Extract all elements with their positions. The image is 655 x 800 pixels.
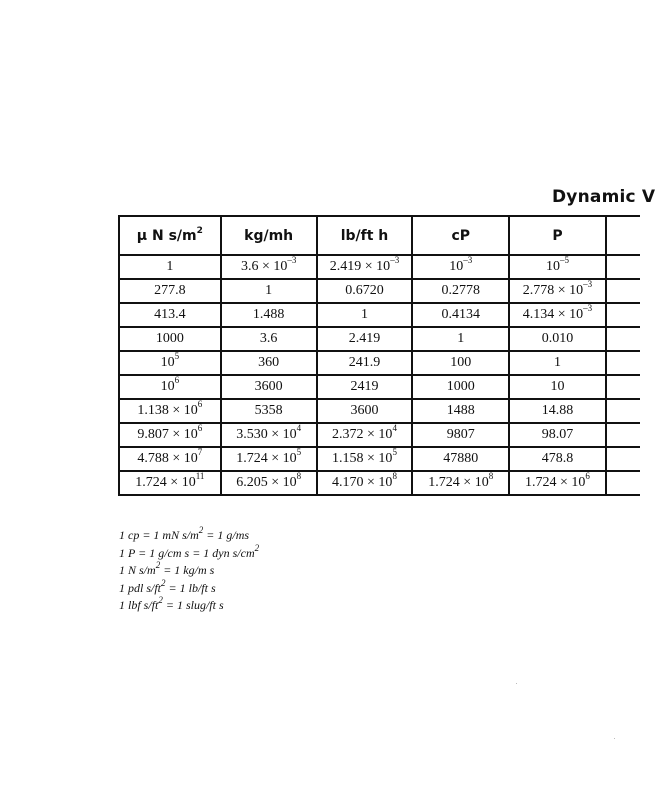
footnote-text: 1 P = 1 g/cm s = 1 dyn s/cm xyxy=(119,545,255,560)
cell-exponent: 6 xyxy=(585,471,590,482)
footnote-text: = 1 g/ms xyxy=(203,528,250,542)
column-header-label: µ N s/m xyxy=(136,227,197,244)
table-cell xyxy=(317,351,413,375)
cell-value: 1.724 × 10 xyxy=(236,451,297,466)
cell-value: 4.134 × 10 xyxy=(522,307,584,322)
cell-value: 3600 xyxy=(254,379,283,394)
cell-value: 9.807 × 10 xyxy=(137,427,198,442)
footnote-line xyxy=(119,597,259,615)
cell-value: 10 xyxy=(545,259,560,274)
cell-value: 98.07 xyxy=(541,427,574,442)
table-cell xyxy=(119,303,221,327)
table-cell xyxy=(221,423,317,447)
cell-value: 2.419 × 10 xyxy=(329,259,391,274)
footnote-text: 1 cp = 1 mN s/m xyxy=(119,528,199,542)
table-cell xyxy=(509,447,606,471)
table-cell xyxy=(317,279,413,303)
table-body xyxy=(119,255,640,495)
table-cell xyxy=(221,303,317,327)
cell-value: 6.205 × 10 xyxy=(236,475,297,490)
table-cell-cut xyxy=(606,327,640,351)
table-cell xyxy=(119,423,221,447)
cell-exponent: 5 xyxy=(174,351,180,362)
footnotes xyxy=(119,527,259,615)
table-cell-cut xyxy=(606,471,640,495)
table-cell xyxy=(221,255,317,279)
cell-value: 1 xyxy=(360,307,368,322)
table-row xyxy=(119,351,640,375)
cell-exponent: 8 xyxy=(392,471,397,482)
cell-value: 10 xyxy=(449,259,464,274)
cell-exponent: 8 xyxy=(296,471,302,482)
cell-value: 0.2778 xyxy=(441,283,480,298)
table-cell xyxy=(412,471,509,495)
cell-value: 1 xyxy=(265,283,273,298)
table-cell xyxy=(119,471,221,495)
scan-speck xyxy=(614,738,615,739)
table-cell xyxy=(221,375,317,399)
cell-exponent: –3 xyxy=(583,279,593,290)
footnote-text: = 1 slug/ft s xyxy=(162,598,224,612)
footnote-text: = 1 lb/ft s xyxy=(165,580,216,595)
footnote-text: 1 lbf s/ft xyxy=(119,598,159,612)
table-cell-cut xyxy=(606,351,640,375)
table-cell xyxy=(221,351,317,375)
footnote-text: 1 pdl s/ft xyxy=(119,580,162,595)
cell-value: 1 xyxy=(553,355,561,370)
cell-value: 1 xyxy=(457,331,465,346)
cell-value: 9807 xyxy=(446,427,475,442)
cell-value: 241.9 xyxy=(348,355,381,370)
cell-value: 2.372 × 10 xyxy=(332,427,393,442)
table-cell xyxy=(412,327,509,351)
footnote-line xyxy=(119,562,259,580)
cell-value: 2.778 × 10 xyxy=(522,283,584,298)
footnote-line xyxy=(119,527,259,545)
table-cell xyxy=(412,279,509,303)
cell-value: 3.530 × 10 xyxy=(236,427,297,442)
cell-exponent: –3 xyxy=(583,303,593,314)
cell-value: 10 xyxy=(550,379,565,394)
cell-value: 5358 xyxy=(254,403,283,418)
cell-exponent: 11 xyxy=(195,471,205,482)
cell-value: 1.724 × 10 xyxy=(135,475,196,490)
cell-value: 277.8 xyxy=(154,283,186,298)
table-cell-cut xyxy=(606,375,640,399)
table-cell xyxy=(412,399,509,423)
table-cell xyxy=(509,375,606,399)
table-cell-cut xyxy=(606,255,640,279)
table-row xyxy=(119,423,640,447)
table-cell-cut xyxy=(606,423,640,447)
footnote-exponent: 2 xyxy=(198,525,204,535)
table-cell xyxy=(412,375,509,399)
cell-exponent: –3 xyxy=(287,255,297,266)
cell-value: 3.6 xyxy=(259,331,278,346)
viscosity-conversion-table xyxy=(118,215,640,496)
table-row xyxy=(119,447,640,471)
table-cell xyxy=(509,399,606,423)
cell-value: 10 xyxy=(160,355,175,370)
table-row xyxy=(119,279,640,303)
cell-value: 0.4134 xyxy=(441,307,480,322)
footnote-exponent: 2 xyxy=(254,542,260,553)
table-cell xyxy=(317,447,413,471)
cell-exponent: –5 xyxy=(559,255,569,266)
table-cell xyxy=(317,303,413,327)
table-row xyxy=(119,399,640,423)
cell-value: 1.488 xyxy=(252,307,285,322)
column-header xyxy=(509,216,606,255)
table-cell xyxy=(221,399,317,423)
table-cell xyxy=(412,447,509,471)
table-cell xyxy=(221,447,317,471)
table-cell-cut xyxy=(606,399,640,423)
cell-value: 47880 xyxy=(443,451,479,466)
table-cell xyxy=(412,423,509,447)
column-header xyxy=(119,216,221,255)
cell-exponent: 4 xyxy=(296,423,302,434)
table-cell xyxy=(509,327,606,351)
table-cell xyxy=(119,447,221,471)
cell-exponent: 6 xyxy=(197,399,203,410)
cell-value: 10 xyxy=(160,379,175,394)
table-cell-cut xyxy=(606,447,640,471)
column-header xyxy=(317,216,413,255)
footnote-exponent: 2 xyxy=(161,577,166,588)
table-cell xyxy=(317,399,413,423)
cell-value: 360 xyxy=(258,355,280,370)
cell-exponent: 7 xyxy=(197,447,203,458)
cell-value: 1.158 × 10 xyxy=(332,451,393,466)
table-cell xyxy=(509,279,606,303)
table-cell xyxy=(119,279,221,303)
table-cell xyxy=(317,423,413,447)
table-header-row xyxy=(119,216,640,255)
footnote-exponent: 2 xyxy=(158,595,163,605)
table-title: Dynamic V xyxy=(552,187,655,207)
cell-value: 1.724 × 10 xyxy=(524,475,586,490)
footnote-text: 1 N s/m xyxy=(119,563,156,577)
table-row xyxy=(119,303,640,327)
table-cell xyxy=(221,471,317,495)
table-row xyxy=(119,327,640,351)
table-cell xyxy=(509,471,606,495)
cell-exponent: 6 xyxy=(197,423,203,434)
cell-exponent: 8 xyxy=(488,471,494,482)
cell-value: 3.6 × 10 xyxy=(240,259,288,274)
cell-value: 4.170 × 10 xyxy=(332,475,393,490)
table-cell xyxy=(317,327,413,351)
cell-value: 100 xyxy=(450,355,472,370)
table-cell-cut xyxy=(606,303,640,327)
cell-value: 4.788 × 10 xyxy=(137,451,198,466)
cell-exponent: 6 xyxy=(174,375,180,386)
column-header xyxy=(221,216,317,255)
footnote-line xyxy=(119,577,259,598)
column-header-cut xyxy=(606,216,640,255)
cell-exponent: 4 xyxy=(392,423,397,434)
cell-value: 1488 xyxy=(446,403,475,418)
table-cell xyxy=(509,255,606,279)
table-cell xyxy=(119,255,221,279)
cell-value: 2419 xyxy=(350,379,379,394)
scan-speck xyxy=(516,683,517,684)
table-cell xyxy=(119,399,221,423)
cell-value: 1000 xyxy=(155,331,184,346)
footnote-exponent: 2 xyxy=(155,560,161,570)
cell-value: 2.419 xyxy=(348,331,381,346)
table-cell xyxy=(509,303,606,327)
column-header-label: lb/ft h xyxy=(340,227,389,244)
table-cell xyxy=(412,303,509,327)
cell-value: 1.138 × 10 xyxy=(137,403,198,418)
table-cell xyxy=(509,423,606,447)
cell-value: 14.88 xyxy=(541,403,574,418)
table-cell xyxy=(119,375,221,399)
cell-value: 0.010 xyxy=(541,331,574,346)
table-cell xyxy=(119,327,221,351)
cell-value: 1 xyxy=(166,259,174,274)
cell-value: 1000 xyxy=(446,379,475,394)
footnote-line xyxy=(119,542,260,563)
cell-exponent: –3 xyxy=(463,255,473,266)
table-cell xyxy=(412,255,509,279)
table-cell-cut xyxy=(606,279,640,303)
table-cell xyxy=(317,255,413,279)
cell-value: 413.4 xyxy=(154,307,186,322)
column-header-label: P xyxy=(552,227,563,244)
cell-value: 1.724 × 10 xyxy=(428,475,489,490)
table-row xyxy=(119,471,640,495)
cell-exponent: 5 xyxy=(392,447,397,458)
cell-exponent: –3 xyxy=(390,255,400,266)
footnote-text: = 1 kg/m s xyxy=(160,563,215,577)
table-row xyxy=(119,375,640,399)
cell-value: 3600 xyxy=(350,403,379,418)
column-header-label: cP xyxy=(451,227,471,244)
table-cell xyxy=(317,471,413,495)
table-cell xyxy=(412,351,509,375)
table-cell xyxy=(119,351,221,375)
table-row xyxy=(119,255,640,279)
cell-exponent: 5 xyxy=(296,447,302,458)
column-header-exponent: 2 xyxy=(196,225,203,236)
column-header-label: kg/mh xyxy=(244,227,294,244)
table-cell xyxy=(221,327,317,351)
table-cell xyxy=(221,279,317,303)
table-cell xyxy=(317,375,413,399)
cell-value: 0.6720 xyxy=(345,283,384,298)
cell-value: 478.8 xyxy=(541,451,574,466)
column-header xyxy=(412,216,509,255)
table-cell xyxy=(509,351,606,375)
